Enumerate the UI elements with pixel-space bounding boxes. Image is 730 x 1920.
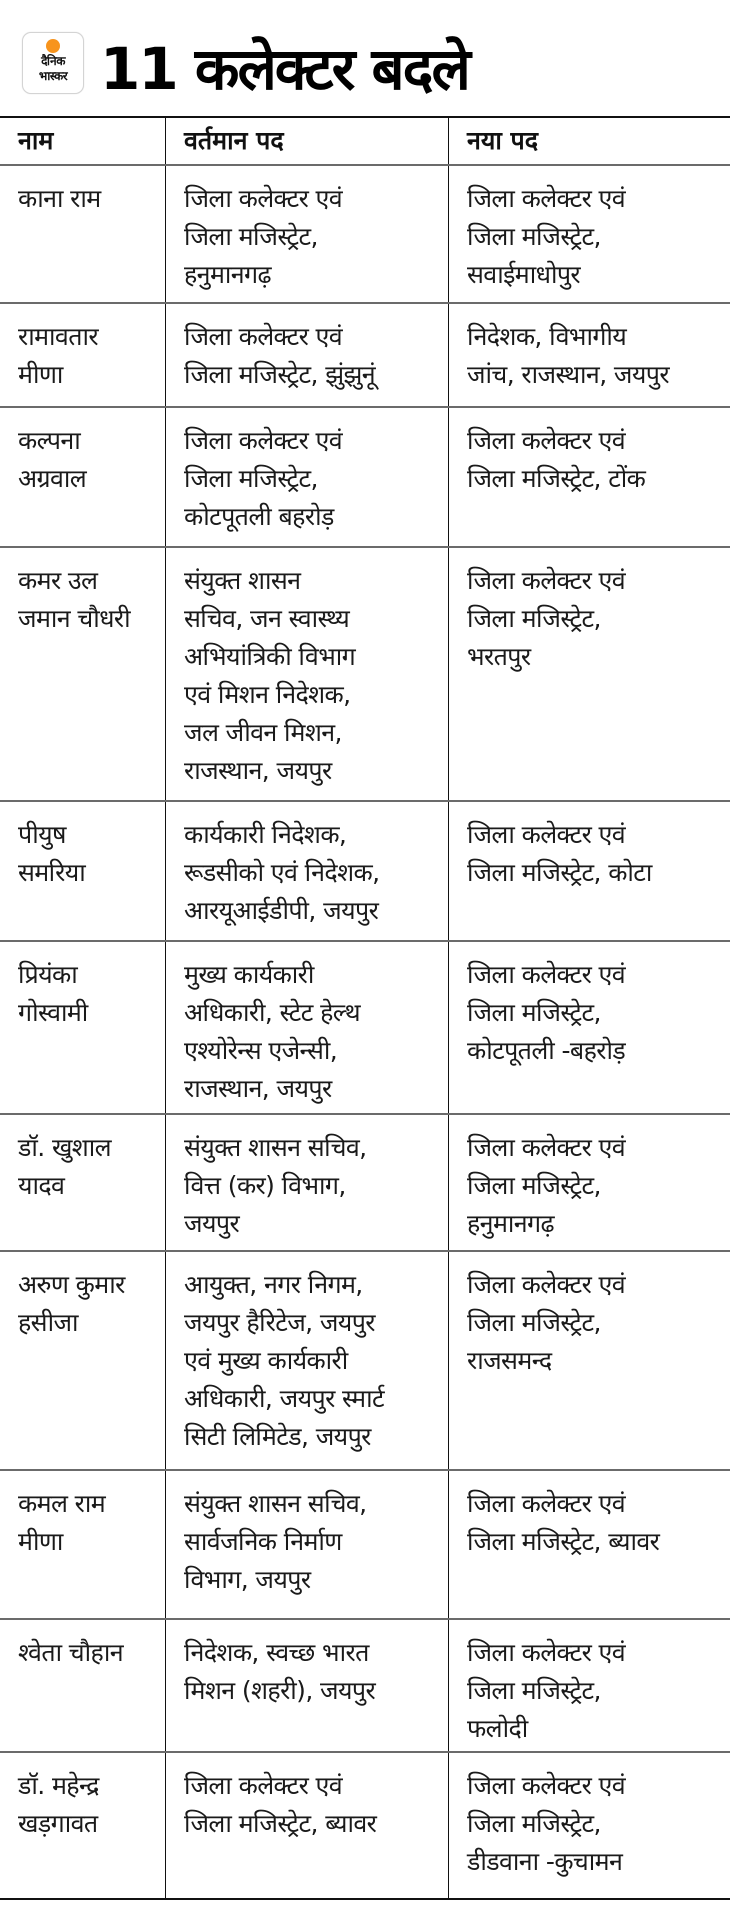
- cell-new-post: [449, 1471, 730, 1618]
- cell-name: [0, 942, 166, 1113]
- cell-text-line: मुख्य कार्यकारी: [184, 960, 314, 989]
- cell-text-line: कोटपूतली -बहरोड़: [467, 1036, 626, 1065]
- cell-text-line: जल जीवन मिशन,: [184, 718, 342, 747]
- collector-transfer-table: [0, 116, 730, 1900]
- cell-text-line: आयुक्त, नगर निगम,: [184, 1270, 363, 1299]
- cell-text-line: जिला मजिस्ट्रेट,: [467, 1308, 601, 1337]
- cell-current-post: [166, 802, 449, 940]
- cell-text-line: संयुक्त शासन: [184, 566, 301, 595]
- cell-text-line: जिला मजिस्ट्रेट,: [467, 604, 601, 633]
- cell-current-post: [166, 942, 449, 1113]
- cell-text-line: राजसमन्द: [467, 1346, 552, 1375]
- cell-text-line: प्रियंका: [18, 960, 78, 989]
- cell-text-line: एश्योरेन्स एजेन्सी,: [184, 1036, 338, 1065]
- cell-current-post: [166, 166, 449, 302]
- cell-text-line: जयपुर: [184, 1209, 240, 1238]
- cell-text-line: जमान चौधरी: [18, 604, 131, 633]
- cell-text-line: जिला मजिस्ट्रेट, टोंक: [467, 464, 646, 493]
- cell-name: [0, 408, 166, 546]
- cell-new-post: [449, 166, 730, 302]
- column-header-current-post: वर्तमान पद: [166, 118, 449, 164]
- cell-text-line: अभियांत्रिकी विभाग: [184, 642, 356, 671]
- cell-text-line: जिला मजिस्ट्रेट,: [467, 1676, 601, 1705]
- table-row: [0, 942, 730, 1115]
- cell-text-line: जिला मजिस्ट्रेट,: [184, 222, 318, 251]
- cell-text-line: आरयूआईडीपी, जयपुर: [184, 896, 379, 925]
- infographic-header: [0, 0, 730, 117]
- cell-text-line: हनुमानगढ़: [184, 260, 272, 289]
- cell-text-line: जिला कलेक्टर एवं: [467, 1771, 626, 1800]
- cell-current-post: [166, 1252, 449, 1469]
- cell-text-line: जिला कलेक्टर एवं: [467, 426, 626, 455]
- cell-new-post: [449, 1115, 730, 1250]
- table-row: [0, 1252, 730, 1471]
- cell-text-line: अरुण कुमार: [18, 1270, 125, 1299]
- cell-text-line: फलोदी: [467, 1714, 528, 1743]
- cell-new-post: [449, 942, 730, 1113]
- cell-text-line: एवं मुख्य कार्यकारी: [184, 1346, 348, 1375]
- cell-text-line: निदेशक, विभागीय: [467, 322, 627, 351]
- table-row: [0, 1471, 730, 1620]
- cell-name: [0, 1471, 166, 1618]
- cell-text-line: जांच, राजस्थान, जयपुर: [467, 360, 669, 389]
- logo-text-line1: दैनिक: [41, 54, 65, 68]
- cell-new-post: [449, 802, 730, 940]
- cell-text-line: भरतपुर: [467, 642, 531, 671]
- cell-new-post: [449, 304, 730, 406]
- cell-text-line: जिला कलेक्टर एवं: [467, 184, 626, 213]
- cell-text-line: कमल राम: [18, 1489, 106, 1518]
- cell-text-line: जिला कलेक्टर एवं: [184, 1771, 343, 1800]
- cell-current-post: [166, 548, 449, 800]
- cell-text-line: जिला मजिस्ट्रेट,: [184, 464, 318, 493]
- cell-text-line: जिला मजिस्ट्रेट, ब्यावर: [467, 1527, 660, 1556]
- cell-text-line: संयुक्त शासन सचिव,: [184, 1133, 367, 1162]
- cell-text-line: जिला कलेक्टर एवं: [184, 426, 343, 455]
- cell-text-line: जिला कलेक्टर एवं: [467, 1489, 626, 1518]
- cell-text-line: जिला मजिस्ट्रेट,: [467, 1171, 601, 1200]
- column-header-new-post: नया पद: [467, 126, 539, 155]
- cell-text-line: कल्पना: [18, 426, 81, 455]
- cell-text-line: जिला कलेक्टर एवं: [467, 1133, 626, 1162]
- cell-current-post: [166, 1115, 449, 1250]
- cell-name: [0, 1620, 166, 1751]
- cell-text-line: निदेशक, स्वच्छ भारत: [184, 1638, 369, 1667]
- cell-current-post: [166, 408, 449, 546]
- table-row: [0, 1115, 730, 1252]
- cell-text-line: कार्यकारी निदेशक,: [184, 820, 347, 849]
- cell-text-line: रामावतार: [18, 322, 98, 351]
- cell-text-line: जिला मजिस्ट्रेट, झुंझुनूं: [184, 360, 376, 389]
- cell-text-line: हसीजा: [18, 1308, 78, 1337]
- cell-text-line: जिला मजिस्ट्रेट, कोटा: [467, 858, 652, 887]
- cell-text-line: यादव: [18, 1171, 65, 1200]
- cell-text-line: डॉ. खुशाल: [18, 1133, 112, 1162]
- cell-name: [0, 166, 166, 302]
- cell-current-post: [166, 1471, 449, 1618]
- cell-text-line: समरिया: [18, 858, 86, 887]
- cell-new-post: [449, 548, 730, 800]
- cell-text-line: सचिव, जन स्वास्थ्य: [184, 604, 350, 633]
- cell-text-line: विभाग, जयपुर: [184, 1565, 311, 1594]
- cell-text-line: अधिकारी, स्टेट हेल्थ: [184, 998, 361, 1027]
- cell-text-line: जिला कलेक्टर एवं: [467, 1270, 626, 1299]
- cell-text-line: काना राम: [18, 184, 101, 213]
- cell-text-line: डीडवाना -कुचामन: [467, 1847, 623, 1876]
- cell-new-post: [449, 1753, 730, 1898]
- cell-new-post: [449, 408, 730, 546]
- cell-text-line: रूडसीको एवं निदेशक,: [184, 858, 380, 887]
- cell-name: [0, 1753, 166, 1898]
- page-title: 11 कलेक्टर बदले: [100, 35, 469, 103]
- table-row: [0, 166, 730, 304]
- cell-text-line: सिटी लिमिटेड, जयपुर: [184, 1422, 371, 1451]
- table-row: [0, 548, 730, 802]
- dainik-bhaskar-logo: [22, 32, 84, 94]
- table-row: [0, 1620, 730, 1753]
- cell-text-line: गोस्वामी: [18, 998, 88, 1027]
- cell-text-line: जिला मजिस्ट्रेट,: [467, 222, 601, 251]
- cell-text-line: मिशन (शहरी), जयपुर: [184, 1676, 376, 1705]
- cell-text-line: सवाईमाधोपुर: [467, 260, 581, 289]
- cell-text-line: जिला कलेक्टर एवं: [467, 566, 626, 595]
- cell-name: [0, 802, 166, 940]
- table-row: [0, 1753, 730, 1898]
- cell-text-line: जिला कलेक्टर एवं: [184, 184, 343, 213]
- cell-current-post: [166, 304, 449, 406]
- cell-text-line: जिला कलेक्टर एवं: [467, 820, 626, 849]
- table-row: [0, 802, 730, 942]
- cell-text-line: खड़गावत: [18, 1809, 98, 1838]
- cell-text-line: एवं मिशन निदेशक,: [184, 680, 351, 709]
- cell-text-line: जिला मजिस्ट्रेट,: [467, 998, 601, 1027]
- cell-new-post: [449, 1252, 730, 1469]
- cell-text-line: राजस्थान, जयपुर: [184, 1074, 332, 1103]
- cell-text-line: पीयुष: [18, 820, 66, 849]
- cell-name: [0, 304, 166, 406]
- cell-text-line: संयुक्त शासन सचिव,: [184, 1489, 367, 1518]
- cell-text-line: मीणा: [18, 360, 63, 389]
- cell-text-line: कोटपूतली बहरोड़: [184, 502, 334, 531]
- cell-text-line: कमर उल: [18, 566, 98, 595]
- table-header-row: [0, 118, 730, 166]
- cell-text-line: अग्रवाल: [18, 464, 87, 493]
- cell-name: [0, 1115, 166, 1250]
- cell-text-line: राजस्थान, जयपुर: [184, 756, 332, 785]
- cell-text-line: वित्त (कर) विभाग,: [184, 1171, 346, 1200]
- cell-new-post: [449, 1620, 730, 1751]
- cell-current-post: [166, 1620, 449, 1751]
- cell-name: [0, 1252, 166, 1469]
- cell-text-line: अधिकारी, जयपुर स्मार्ट: [184, 1384, 384, 1413]
- table-row: [0, 408, 730, 548]
- table-body: [0, 166, 730, 1898]
- cell-text-line: जिला कलेक्टर एवं: [184, 322, 343, 351]
- cell-text-line: जिला मजिस्ट्रेट, ब्यावर: [184, 1809, 377, 1838]
- cell-text-line: सार्वजनिक निर्माण: [184, 1527, 342, 1556]
- sun-dot-icon: [46, 39, 60, 53]
- cell-text-line: जिला मजिस्ट्रेट,: [467, 1809, 601, 1838]
- cell-text-line: हनुमानगढ़: [467, 1209, 555, 1238]
- logo-text-line2: भास्कर: [38, 69, 68, 83]
- table-row: [0, 304, 730, 408]
- cell-current-post: [166, 1753, 449, 1898]
- cell-name: [0, 548, 166, 800]
- column-header-name: नाम: [0, 118, 166, 164]
- cell-text-line: जिला कलेक्टर एवं: [467, 960, 626, 989]
- cell-text-line: मीणा: [18, 1527, 63, 1556]
- cell-text-line: श्वेता चौहान: [18, 1638, 123, 1667]
- cell-text-line: जिला कलेक्टर एवं: [467, 1638, 626, 1667]
- cell-text-line: जयपुर हैरिटेज, जयपुर: [184, 1308, 375, 1337]
- cell-text-line: डॉ. महेन्द्र: [18, 1771, 99, 1800]
